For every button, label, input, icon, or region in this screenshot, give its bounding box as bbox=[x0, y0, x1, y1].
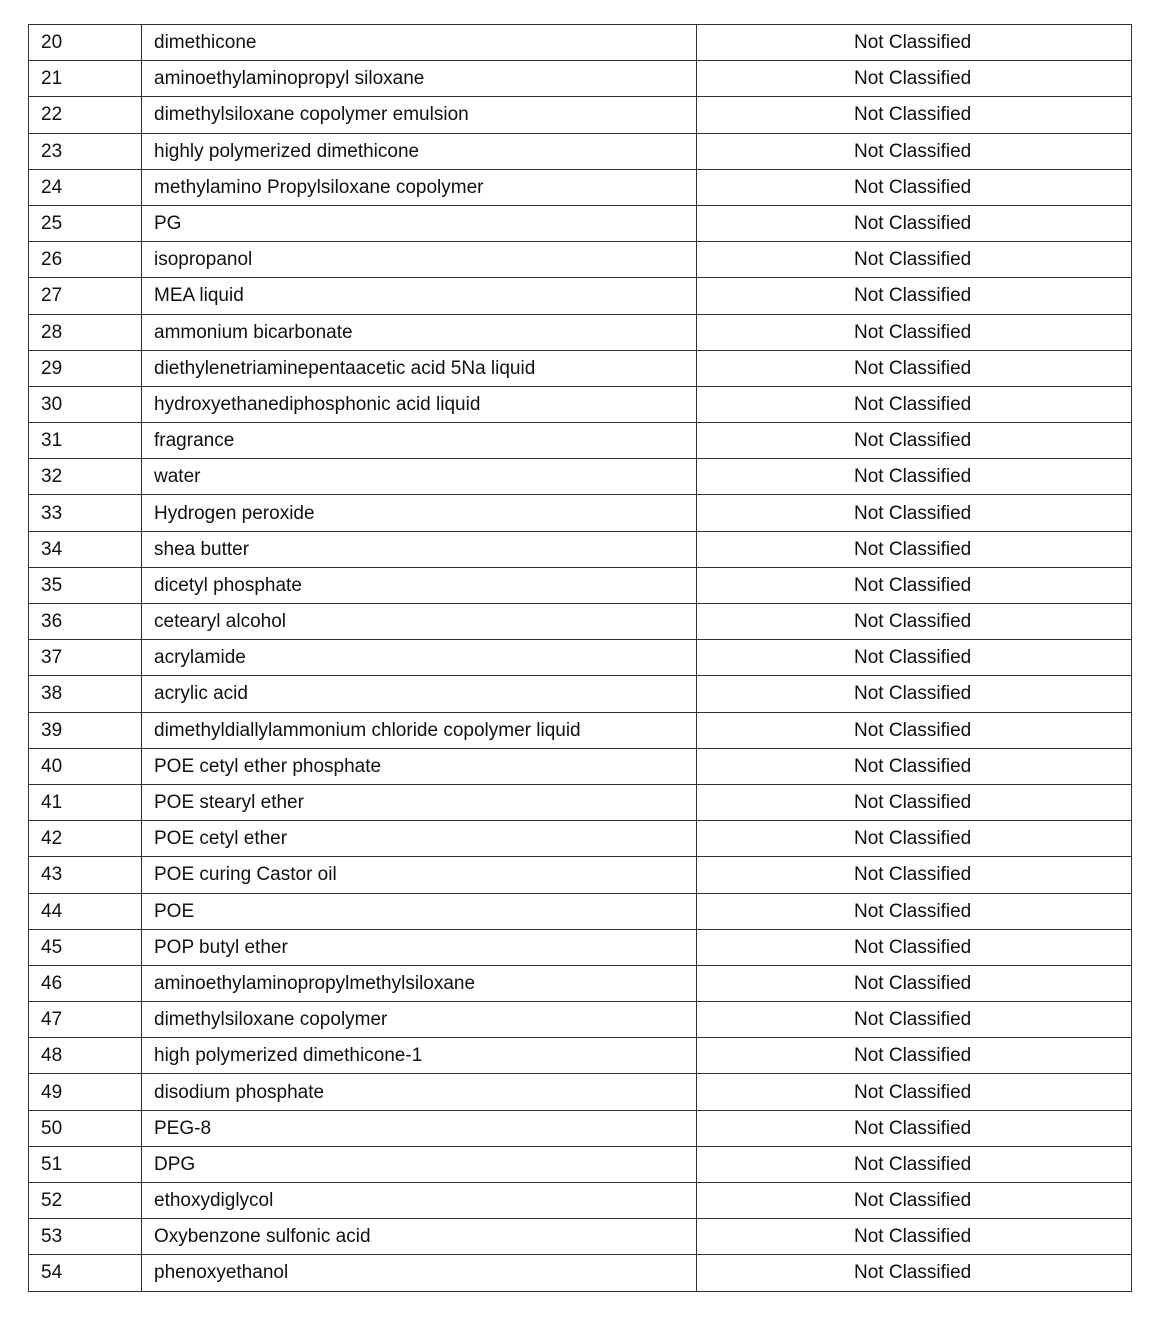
substance-name-cell: dimethylsiloxane copolymer bbox=[142, 1002, 697, 1038]
row-number-cell: 46 bbox=[29, 965, 142, 1001]
substance-name-cell: methylamino Propylsiloxane copolymer bbox=[142, 169, 697, 205]
substance-name-cell: POP butyl ether bbox=[142, 929, 697, 965]
classification-cell: Not Classified bbox=[697, 169, 1132, 205]
table-row bbox=[29, 1219, 1132, 1255]
row-number-cell: 33 bbox=[29, 495, 142, 531]
substance-name-cell: aminoethylaminopropyl siloxane bbox=[142, 61, 697, 97]
row-number-cell: 29 bbox=[29, 350, 142, 386]
table-row bbox=[29, 97, 1132, 133]
table-row bbox=[29, 712, 1132, 748]
substance-name-cell: highly polymerized dimethicone bbox=[142, 133, 697, 169]
table-row bbox=[29, 205, 1132, 241]
table-row bbox=[29, 784, 1132, 820]
table-row bbox=[29, 965, 1132, 1001]
classification-cell: Not Classified bbox=[697, 1074, 1132, 1110]
row-number-cell: 41 bbox=[29, 784, 142, 820]
substance-name-cell: PEG-8 bbox=[142, 1110, 697, 1146]
classification-cell: Not Classified bbox=[697, 25, 1132, 61]
row-number-cell: 44 bbox=[29, 893, 142, 929]
row-number-cell: 30 bbox=[29, 386, 142, 422]
table-row bbox=[29, 169, 1132, 205]
row-number-cell: 43 bbox=[29, 857, 142, 893]
table-row bbox=[29, 857, 1132, 893]
substance-name-cell: acrylic acid bbox=[142, 676, 697, 712]
substance-name-cell: Hydrogen peroxide bbox=[142, 495, 697, 531]
substance-name-cell: DPG bbox=[142, 1146, 697, 1182]
classification-cell: Not Classified bbox=[697, 495, 1132, 531]
classification-cell: Not Classified bbox=[697, 748, 1132, 784]
classification-cell: Not Classified bbox=[697, 314, 1132, 350]
classification-cell: Not Classified bbox=[697, 1002, 1132, 1038]
table-row bbox=[29, 676, 1132, 712]
classification-cell: Not Classified bbox=[697, 423, 1132, 459]
table-row bbox=[29, 386, 1132, 422]
substance-name-cell: phenoxyethanol bbox=[142, 1255, 697, 1291]
row-number-cell: 31 bbox=[29, 423, 142, 459]
substance-name-cell: dimethylsiloxane copolymer emulsion bbox=[142, 97, 697, 133]
substance-name-cell: PG bbox=[142, 205, 697, 241]
classification-cell: Not Classified bbox=[697, 61, 1132, 97]
classification-cell: Not Classified bbox=[697, 712, 1132, 748]
classification-cell: Not Classified bbox=[697, 640, 1132, 676]
table-row bbox=[29, 929, 1132, 965]
row-number-cell: 50 bbox=[29, 1110, 142, 1146]
substance-name-cell: aminoethylaminopropylmethylsiloxane bbox=[142, 965, 697, 1001]
substance-name-cell: POE cetyl ether bbox=[142, 821, 697, 857]
table-row bbox=[29, 25, 1132, 61]
row-number-cell: 21 bbox=[29, 61, 142, 97]
table-row bbox=[29, 495, 1132, 531]
row-number-cell: 49 bbox=[29, 1074, 142, 1110]
table-row bbox=[29, 1255, 1132, 1291]
substance-name-cell: diethylenetriaminepentaacetic acid 5Na liquid bbox=[142, 350, 697, 386]
table-row bbox=[29, 531, 1132, 567]
classification-table bbox=[28, 24, 1132, 1292]
substance-name-cell: POE curing Castor oil bbox=[142, 857, 697, 893]
table-row bbox=[29, 567, 1132, 603]
classification-cell: Not Classified bbox=[697, 929, 1132, 965]
table-row bbox=[29, 1146, 1132, 1182]
table-row bbox=[29, 821, 1132, 857]
row-number-cell: 42 bbox=[29, 821, 142, 857]
classification-cell: Not Classified bbox=[697, 965, 1132, 1001]
row-number-cell: 20 bbox=[29, 25, 142, 61]
row-number-cell: 34 bbox=[29, 531, 142, 567]
row-number-cell: 51 bbox=[29, 1146, 142, 1182]
row-number-cell: 54 bbox=[29, 1255, 142, 1291]
substance-name-cell: MEA liquid bbox=[142, 278, 697, 314]
substance-name-cell: dicetyl phosphate bbox=[142, 567, 697, 603]
table-row bbox=[29, 1038, 1132, 1074]
classification-cell: Not Classified bbox=[697, 386, 1132, 422]
substance-name-cell: ethoxydiglycol bbox=[142, 1183, 697, 1219]
classification-cell: Not Classified bbox=[697, 278, 1132, 314]
row-number-cell: 35 bbox=[29, 567, 142, 603]
substance-name-cell: fragrance bbox=[142, 423, 697, 459]
classification-cell: Not Classified bbox=[697, 459, 1132, 495]
row-number-cell: 28 bbox=[29, 314, 142, 350]
substance-name-cell: Oxybenzone sulfonic acid bbox=[142, 1219, 697, 1255]
table-row bbox=[29, 1002, 1132, 1038]
row-number-cell: 52 bbox=[29, 1183, 142, 1219]
row-number-cell: 32 bbox=[29, 459, 142, 495]
classification-cell: Not Classified bbox=[697, 567, 1132, 603]
table-row bbox=[29, 1183, 1132, 1219]
row-number-cell: 47 bbox=[29, 1002, 142, 1038]
table-row bbox=[29, 242, 1132, 278]
classification-cell: Not Classified bbox=[697, 1255, 1132, 1291]
row-number-cell: 37 bbox=[29, 640, 142, 676]
substance-name-cell: dimethicone bbox=[142, 25, 697, 61]
table-row bbox=[29, 1110, 1132, 1146]
substance-name-cell: disodium phosphate bbox=[142, 1074, 697, 1110]
substance-name-cell: hydroxyethanediphosphonic acid liquid bbox=[142, 386, 697, 422]
table-row bbox=[29, 604, 1132, 640]
classification-cell: Not Classified bbox=[697, 531, 1132, 567]
table-row bbox=[29, 278, 1132, 314]
classification-cell: Not Classified bbox=[697, 676, 1132, 712]
substance-classification-table bbox=[28, 24, 1131, 1292]
row-number-cell: 25 bbox=[29, 205, 142, 241]
classification-cell: Not Classified bbox=[697, 857, 1132, 893]
classification-cell: Not Classified bbox=[697, 604, 1132, 640]
table-row bbox=[29, 1074, 1132, 1110]
classification-cell: Not Classified bbox=[697, 1219, 1132, 1255]
classification-cell: Not Classified bbox=[697, 133, 1132, 169]
classification-cell: Not Classified bbox=[697, 205, 1132, 241]
classification-cell: Not Classified bbox=[697, 784, 1132, 820]
table-row bbox=[29, 459, 1132, 495]
classification-cell: Not Classified bbox=[697, 821, 1132, 857]
classification-cell: Not Classified bbox=[697, 97, 1132, 133]
table-row bbox=[29, 314, 1132, 350]
row-number-cell: 40 bbox=[29, 748, 142, 784]
substance-name-cell: water bbox=[142, 459, 697, 495]
row-number-cell: 53 bbox=[29, 1219, 142, 1255]
substance-name-cell: acrylamide bbox=[142, 640, 697, 676]
table-row bbox=[29, 423, 1132, 459]
table-row bbox=[29, 133, 1132, 169]
substance-name-cell: high polymerized dimethicone-1 bbox=[142, 1038, 697, 1074]
classification-cell: Not Classified bbox=[697, 1183, 1132, 1219]
table-row bbox=[29, 893, 1132, 929]
substance-name-cell: ammonium bicarbonate bbox=[142, 314, 697, 350]
substance-name-cell: POE bbox=[142, 893, 697, 929]
row-number-cell: 27 bbox=[29, 278, 142, 314]
row-number-cell: 22 bbox=[29, 97, 142, 133]
row-number-cell: 45 bbox=[29, 929, 142, 965]
substance-name-cell: POE cetyl ether phosphate bbox=[142, 748, 697, 784]
classification-cell: Not Classified bbox=[697, 1146, 1132, 1182]
row-number-cell: 39 bbox=[29, 712, 142, 748]
table-row bbox=[29, 350, 1132, 386]
table-row bbox=[29, 640, 1132, 676]
row-number-cell: 24 bbox=[29, 169, 142, 205]
row-number-cell: 23 bbox=[29, 133, 142, 169]
classification-cell: Not Classified bbox=[697, 1110, 1132, 1146]
row-number-cell: 38 bbox=[29, 676, 142, 712]
row-number-cell: 36 bbox=[29, 604, 142, 640]
table-body bbox=[29, 25, 1132, 1292]
substance-name-cell: shea butter bbox=[142, 531, 697, 567]
classification-cell: Not Classified bbox=[697, 893, 1132, 929]
substance-name-cell: cetearyl alcohol bbox=[142, 604, 697, 640]
classification-cell: Not Classified bbox=[697, 1038, 1132, 1074]
substance-name-cell: isopropanol bbox=[142, 242, 697, 278]
substance-name-cell: dimethyldiallylammonium chloride copolymer liquid bbox=[142, 712, 697, 748]
row-number-cell: 48 bbox=[29, 1038, 142, 1074]
substance-name-cell: POE stearyl ether bbox=[142, 784, 697, 820]
classification-cell: Not Classified bbox=[697, 242, 1132, 278]
row-number-cell: 26 bbox=[29, 242, 142, 278]
classification-cell: Not Classified bbox=[697, 350, 1132, 386]
table-row bbox=[29, 61, 1132, 97]
table-row bbox=[29, 748, 1132, 784]
